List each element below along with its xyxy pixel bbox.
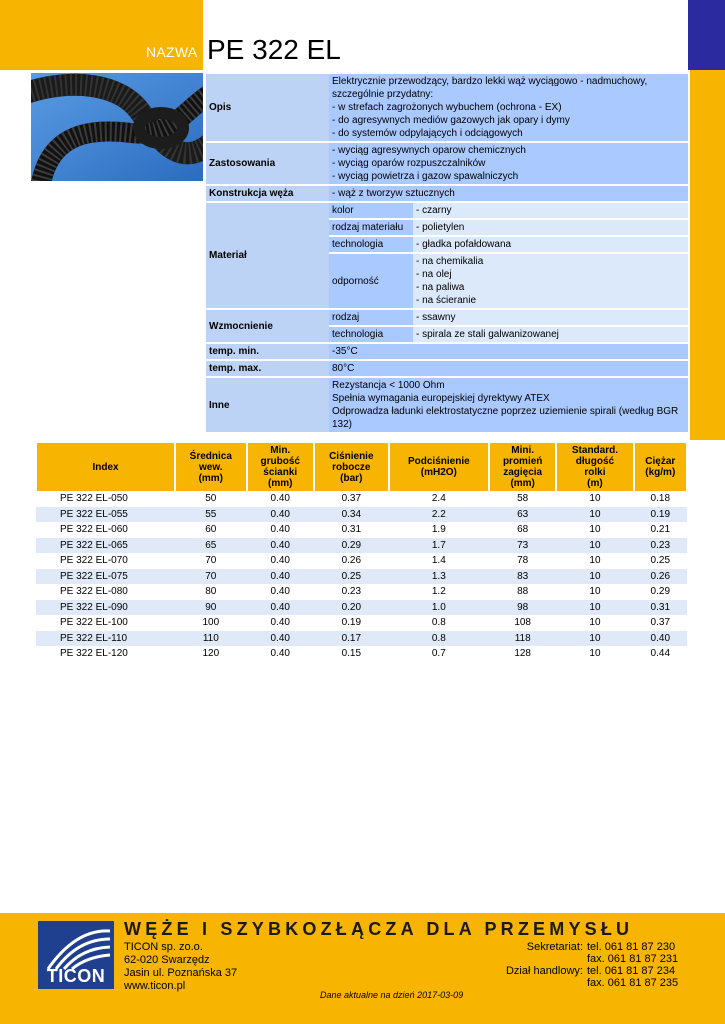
spec-row-wzmocnienie-rodzaj: [206, 310, 688, 325]
table-cell: 0.37: [314, 491, 389, 507]
company-website[interactable]: www.ticon.pl: [124, 980, 186, 992]
spec-label-wzmocnienie: Wzmocnienie: [206, 310, 329, 342]
column-header-line: Ciśnienie: [329, 450, 374, 462]
column-header: [389, 443, 489, 491]
opis-line: Elektrycznie przewodzący, bardzo lekki wąż wyciągowo - nadmuchowy,: [332, 76, 648, 87]
spec-label-zastosowania: Zastosowania: [206, 143, 329, 184]
material-value: - czarny: [413, 203, 688, 218]
table-cell: 0.37: [634, 615, 687, 631]
contact-row: [470, 953, 687, 965]
table-row: [36, 507, 687, 523]
table-cell: 110: [175, 631, 247, 647]
wzmocnienie-key: technologia: [329, 327, 413, 342]
table-cell: 68: [489, 522, 556, 538]
spec-row-material-kolor: [206, 203, 688, 218]
table-cell: 1.3: [389, 569, 489, 585]
company-address: [124, 941, 237, 993]
table-cell: 0.40: [247, 507, 314, 523]
company-line: TICON sp. zo.o.: [124, 941, 203, 953]
row-index: PE 322 EL-100: [36, 615, 175, 631]
column-header: [634, 443, 687, 491]
contact-row: [470, 977, 687, 989]
table-cell: 0.15: [314, 646, 389, 662]
spec-row-temp-min: [206, 344, 688, 359]
table-cell: 0.40: [247, 522, 314, 538]
column-header: [247, 443, 314, 491]
table-body: [36, 491, 687, 662]
spec-value-zastosowania: [329, 143, 688, 184]
table-cell: 0.20: [314, 600, 389, 616]
signal-waves-icon: [38, 921, 114, 971]
material-key: odporność: [329, 254, 413, 308]
row-index: PE 322 EL-120: [36, 646, 175, 662]
specification-table: [206, 72, 688, 434]
spec-value-inne: [329, 378, 688, 432]
table-cell: 10: [556, 631, 633, 647]
odpornosc-line: - na olej: [416, 269, 452, 280]
table-cell: 0.19: [314, 615, 389, 631]
spec-label-konstrukcja: Konstrukcja węża: [206, 186, 329, 201]
footer-slogan: WĘŻE I SZYBKOZŁĄCZA DLA PRZEMYSŁU: [124, 919, 634, 939]
column-header-line: robocze: [332, 461, 371, 473]
odpornosc-line: - na ścieranie: [416, 295, 477, 306]
inne-line: Rezystancja < 1000 Ohm: [332, 380, 445, 391]
table-cell: 0.29: [634, 584, 687, 600]
table-cell: 0.40: [634, 631, 687, 647]
column-header-line: długość: [575, 456, 615, 467]
data-date-note: Dane aktualne na dzień 2017-03-09: [320, 990, 464, 1000]
contact-value: fax. 061 81 87 235: [587, 977, 679, 989]
table-row: [36, 553, 687, 569]
table-cell: 0.40: [247, 553, 314, 569]
opis-line: szczególnie przydatny:: [332, 89, 434, 100]
contact-label: [470, 977, 587, 989]
table-cell: 0.31: [314, 522, 389, 538]
contact-label: Sekretariat:: [526, 941, 583, 953]
table-cell: 10: [556, 538, 633, 554]
column-header-line: wew.: [199, 461, 223, 473]
product-photo: [31, 73, 203, 181]
material-key: kolor: [329, 203, 413, 218]
wzmocnienie-key: rodzaj: [329, 310, 413, 325]
table-cell: 83: [489, 569, 556, 585]
spec-row-temp-max: [206, 361, 688, 376]
table-header-row: [36, 443, 687, 491]
table-cell: 60: [175, 522, 247, 538]
table-row: [36, 522, 687, 538]
table-cell: 10: [556, 491, 633, 507]
table-cell: 70: [175, 553, 247, 569]
column-header-line: Standard.: [571, 445, 619, 456]
table-cell: 10: [556, 584, 633, 600]
row-index: PE 322 EL-065: [36, 538, 175, 554]
header-corner-block: [688, 0, 725, 70]
table-cell: 10: [556, 646, 633, 662]
odpornosc-line: - na chemikalia: [416, 256, 484, 267]
column-header-line: (mH2O): [420, 467, 457, 478]
table-cell: 70: [175, 569, 247, 585]
column-header-line: ścianki: [263, 467, 298, 478]
table-cell: 10: [556, 615, 633, 631]
table-cell: 1.9: [389, 522, 489, 538]
table-cell: 0.25: [314, 569, 389, 585]
table-cell: 120: [175, 646, 247, 662]
column-header-line: zagięcia: [503, 467, 543, 478]
table-cell: 2.4: [389, 491, 489, 507]
inne-line: 132): [332, 419, 353, 430]
wzmocnienie-value: - ssawny: [413, 310, 688, 325]
table-row: [36, 600, 687, 616]
table-cell: 0.44: [634, 646, 687, 662]
table-cell: 10: [556, 569, 633, 585]
ticon-logo: [38, 921, 114, 989]
contact-value: tel. 061 81 87 234: [587, 965, 676, 977]
contact-row: [470, 965, 687, 977]
table-cell: 0.40: [247, 491, 314, 507]
contact-label: [470, 953, 587, 965]
row-index: PE 322 EL-055: [36, 507, 175, 523]
column-header: [314, 443, 389, 491]
wzmocnienie-value: - spirala ze stali galwanizowanej: [413, 327, 688, 342]
name-label: NAZWA: [146, 44, 198, 60]
column-header-line: Średnica: [189, 450, 232, 462]
company-line: 62-020 Swarzędz: [124, 954, 210, 966]
table-cell: 10: [556, 600, 633, 616]
row-index: PE 322 EL-090: [36, 600, 175, 616]
table-cell: 0.18: [634, 491, 687, 507]
table-cell: 0.31: [634, 600, 687, 616]
column-header-line: promień: [502, 456, 543, 467]
table-cell: 108: [489, 615, 556, 631]
table-cell: 2.2: [389, 507, 489, 523]
product-title: PE 322 EL: [207, 34, 341, 65]
table-cell: 0.29: [314, 538, 389, 554]
contact-value: tel. 061 81 87 230: [587, 941, 676, 953]
table-cell: 0.7: [389, 646, 489, 662]
table-cell: 0.40: [247, 631, 314, 647]
table-cell: 0.23: [314, 584, 389, 600]
table-cell: 1.7: [389, 538, 489, 554]
spec-label-temp-max: temp. max.: [206, 361, 329, 376]
spec-row-opis: [206, 74, 688, 141]
table-cell: 0.40: [247, 584, 314, 600]
column-header-line: Min.: [270, 445, 291, 456]
spec-row-inne: [206, 378, 688, 432]
contact-list: [470, 941, 687, 989]
spec-label-opis: Opis: [206, 74, 329, 141]
zastosowania-line: - wyciąg agresywnych oparow chemicznych: [332, 145, 526, 156]
table-cell: 1.2: [389, 584, 489, 600]
table-cell: 65: [175, 538, 247, 554]
column-header-line: (mm): [198, 472, 224, 484]
table-cell: 0.25: [634, 553, 687, 569]
material-value: [413, 254, 688, 308]
column-header-line: (kg/m): [645, 467, 676, 478]
table-cell: 58: [489, 491, 556, 507]
spec-value-konstrukcja: - wąż z tworzyw sztucznych: [329, 186, 688, 201]
contact-label: Dział handlowy:: [505, 965, 583, 977]
table-cell: 100: [175, 615, 247, 631]
column-header: [36, 443, 175, 491]
table-row: [36, 646, 687, 662]
table-cell: 90: [175, 600, 247, 616]
column-header: [175, 443, 247, 491]
table-cell: 0.8: [389, 631, 489, 647]
table-cell: 0.40: [247, 646, 314, 662]
column-header: [556, 443, 633, 491]
contact-row: [470, 941, 687, 953]
spec-row-zastosowania: [206, 143, 688, 184]
table-cell: 50: [175, 491, 247, 507]
material-value: - gładka pofałdowana: [413, 237, 688, 252]
inne-line: Spełnia wymagania europejskiej dyrektywy ATEX: [332, 393, 550, 404]
column-header-line: (m): [587, 478, 603, 489]
column-header-line: grubość: [260, 456, 300, 467]
table-row: [36, 491, 687, 507]
table-cell: 118: [489, 631, 556, 647]
material-value: - polietylen: [413, 220, 688, 235]
table-row: [36, 538, 687, 554]
table-cell: 0.26: [314, 553, 389, 569]
table-cell: 0.21: [634, 522, 687, 538]
table-cell: 0.40: [247, 538, 314, 554]
table-cell: 1.4: [389, 553, 489, 569]
table-cell: 0.34: [314, 507, 389, 523]
table-cell: 80: [175, 584, 247, 600]
row-index: PE 322 EL-110: [36, 631, 175, 647]
company-line: Jasin ul. Poznańska 37: [124, 967, 238, 979]
column-header-line: (mm): [268, 478, 293, 489]
table-cell: 0.40: [247, 569, 314, 585]
table-cell: 63: [489, 507, 556, 523]
opis-line: - do systemów odpylających i odciągowych: [332, 128, 523, 139]
contact-value: fax. 061 81 87 231: [587, 953, 679, 965]
zastosowania-line: - wyciąg oparów rozpuszczalników: [332, 158, 486, 169]
table-row: [36, 569, 687, 585]
row-index: PE 322 EL-075: [36, 569, 175, 585]
spec-value-opis: [329, 74, 688, 141]
table-cell: 73: [489, 538, 556, 554]
table-cell: 0.26: [634, 569, 687, 585]
table-cell: 0.8: [389, 615, 489, 631]
table-cell: 10: [556, 522, 633, 538]
table-cell: 128: [489, 646, 556, 662]
table-cell: 0.40: [247, 615, 314, 631]
logo-text: TICON: [46, 966, 106, 986]
spec-value-temp-min: -35°C: [329, 344, 688, 359]
table-cell: 1.0: [389, 600, 489, 616]
column-header-line: Ciężar: [645, 456, 676, 467]
row-index: PE 322 EL-070: [36, 553, 175, 569]
column-header-line: rolki: [584, 467, 606, 478]
table-cell: 78: [489, 553, 556, 569]
row-index: PE 322 EL-060: [36, 522, 175, 538]
column-header-line: Mini.: [511, 445, 535, 456]
column-header-line: Index: [92, 461, 119, 473]
table-cell: 10: [556, 507, 633, 523]
material-key: technologia: [329, 237, 413, 252]
right-accent-strip: [690, 70, 725, 440]
spec-label-material: Materiał: [206, 203, 329, 308]
table-cell: 98: [489, 600, 556, 616]
hose-image-icon: [31, 73, 203, 181]
column-header-line: Podciśnienie: [407, 456, 470, 467]
table-row: [36, 615, 687, 631]
table-cell: 88: [489, 584, 556, 600]
odpornosc-line: - na paliwa: [416, 282, 465, 293]
spec-row-konstrukcja: [206, 186, 688, 201]
table-cell: 0.40: [247, 600, 314, 616]
material-key: rodzaj materiału: [329, 220, 413, 235]
row-index: PE 322 EL-080: [36, 584, 175, 600]
table-row: [36, 631, 687, 647]
zastosowania-line: - wyciąg powietrza i gazow spawalniczych: [332, 171, 519, 182]
opis-line: - w strefach zagrożonych wybuchem (ochrona - EX): [332, 102, 562, 113]
column-header-line: (mm): [510, 478, 535, 489]
table-cell: 10: [556, 553, 633, 569]
spec-value-temp-max: 80°C: [329, 361, 688, 376]
table-cell: 0.17: [314, 631, 389, 647]
spec-label-temp-min: temp. min.: [206, 344, 329, 359]
variants-table: [35, 443, 688, 662]
column-header-line: (bar): [340, 472, 363, 484]
inne-line: Odprowadza ładunki elektrostatyczne poprzez uziemienie spirali (według BGR: [332, 406, 679, 417]
table-row: [36, 584, 687, 600]
opis-line: - do agresywnych mediów gazowych jak opary i dymy: [332, 115, 570, 126]
table-cell: 0.19: [634, 507, 687, 523]
table-cell: 55: [175, 507, 247, 523]
column-header: [489, 443, 556, 491]
row-index: PE 322 EL-050: [36, 491, 175, 507]
table-cell: 0.23: [634, 538, 687, 554]
spec-label-inne: Inne: [206, 378, 329, 432]
